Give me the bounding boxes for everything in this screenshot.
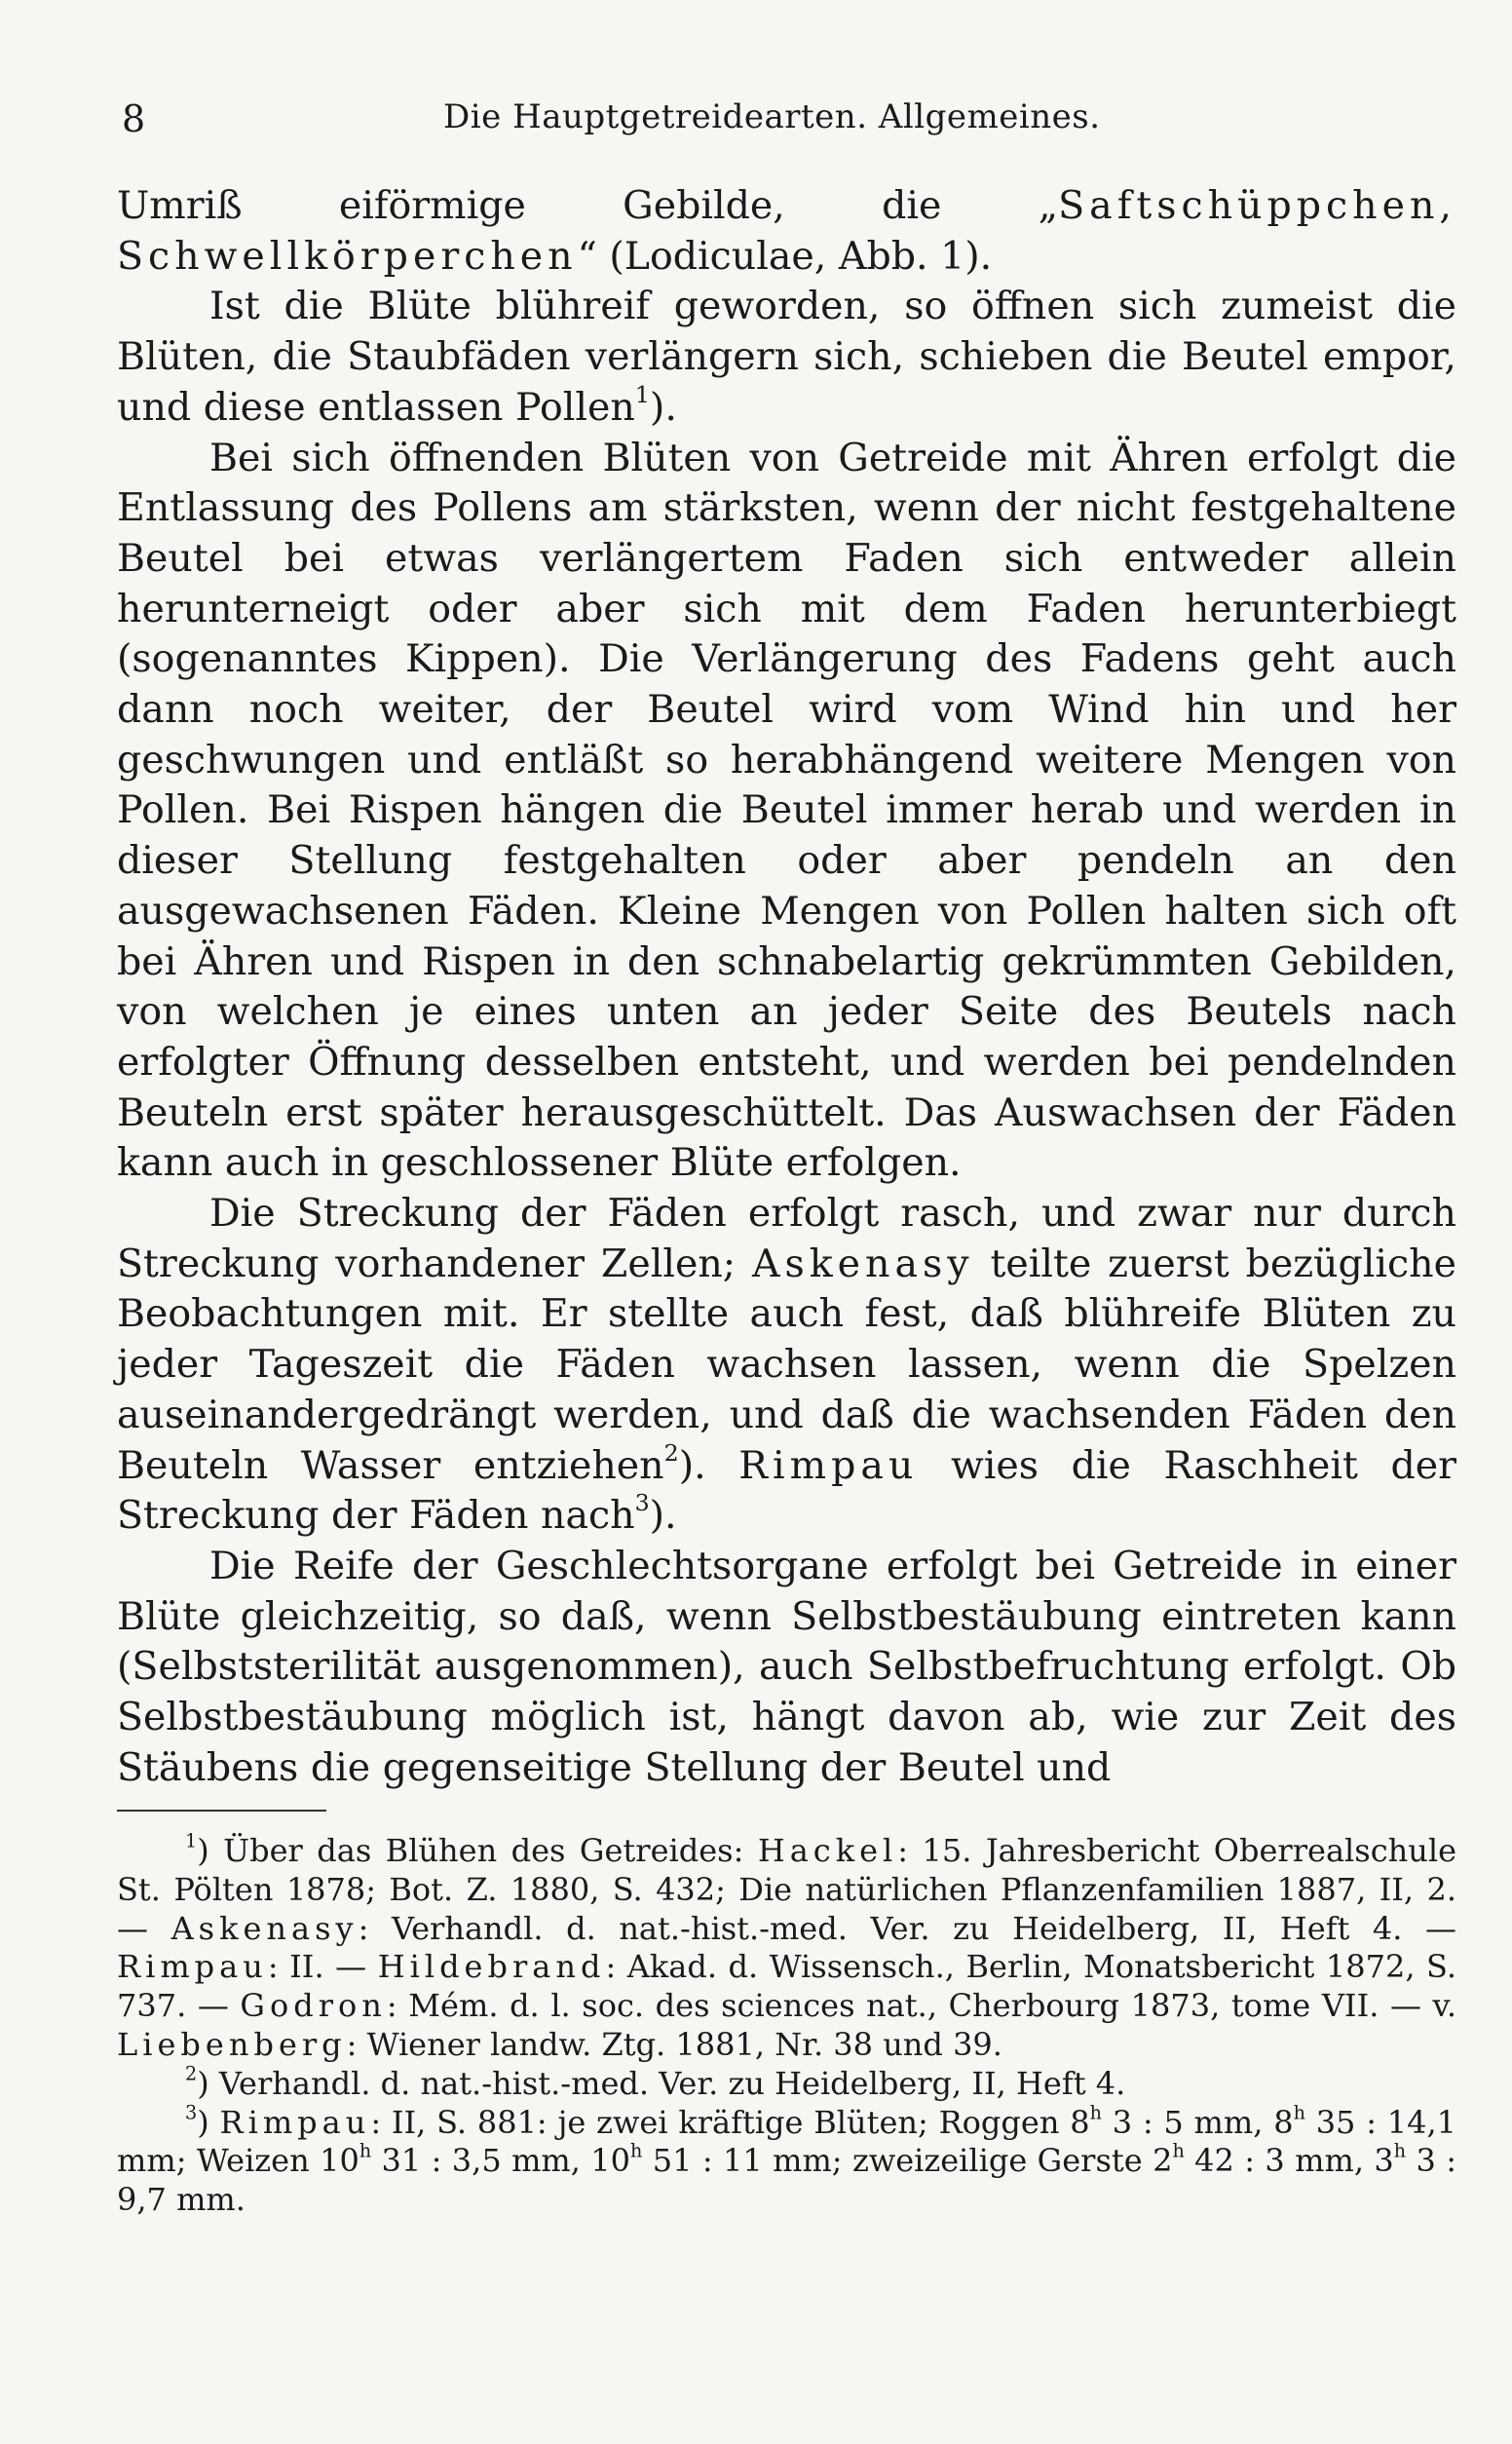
footnotes [117,1829,1457,2220]
author-name: Rimpau [738,1442,919,1488]
footnote-3: $^3$) Rimpau: II, S. 881: je zwei kräftige Blüten; Roggen 8$^h$ 3 : 5 mm, 8$^h$ 35 : 14,1 mm; Weizen 10$^h$ 31 : 3,5 mm, 10$^h$ 51 : 11 mm; zweizeilige Gerste 2$^h$ 42 : 3 mm, 3$^h$ 3 : 9,7 mm. [117,2101,1457,2219]
paragraph-reife: Die Reife der Geschlechtsorgane erfolgt bei Getreide in einer Blüte gleichzeitig, so daß, wenn Selbstbestäubung eintreten kann (Selbststerilität ausgenommen), auch Selbstbefruchtung erfolgt. Ob Selbstbestäubung möglich ist, hängt davon ab, wie zur Zeit des Stäubens die gegenseitige Stellung der Beutel und [117,1543,1456,1790]
page-header [122,90,1456,148]
page-number: 8 [122,97,146,140]
running-title: Die Hauptgetreidearten. Allgemeines. [443,97,1101,136]
author-name: Askenasy [751,1241,974,1286]
footnote-divider [117,1810,326,1812]
paragraph-continuation: Umriß eiförmige Gebilde, die „Saftschüppchen, Schwellkörperchen“ (Lodiculae, Abb. 1). [117,183,1456,279]
footnote-ref: 1 [634,381,650,409]
footnote-2: $^2$) Verhandl. d. nat.-hist.-med. Ver. zu Heidelberg, II, Heft 4. [185,2062,1126,2102]
paragraph-pollen: Bei sich öffnenden Blüten von Getreide mit Ähren erfolgt die Entlassung des Pollens am stärksten, wenn der nicht festgehaltene Beutel bei etwas verlängertem Faden sich entweder allein herunterneigt oder aber sich mit dem Faden herunterbiegt (sogenanntes Kippen). Die Verlängerung des Fadens geht auch dann noch weiter, der Beutel wird vom Wind hin und her geschwungen und entläßt so herabhängend weitere Mengen von Pollen. Bei Rispen hängen die Beutel immer herab und werden in dieser Stellung festgehalten oder aber pendeln an den ausgewachsenen Fäden. Kleine Mengen von Pollen halten sich oft bei Ähren und Rispen in den schnabelartig gekrümmten Gebilden, von welchen je eines unten an jeder Seite des Beutels nach erfolgter Öffnung desselben entsteht, und werden bei pendelnden Beuteln erst später herausgeschüttelt. Das Auswachsen der Fäden kann auch in geschlossener Blüte erfolgen. [117,435,1456,1186]
footnote-ref: 3 [634,1489,650,1517]
spaced-term: Saftschüppchen, Schwellkörperchen [117,183,1456,279]
paragraph-bluete: Ist die Blüte blühreif geworden, so öffnen sich zumeist die Blüten, die Staubfäden verlängern sich, schieben die Beutel empor, und diese entlassen Pollen$^1$). [117,284,1456,430]
paragraph-streckung: Die Streckung der Fäden erfolgt rasch, und zwar nur durch Streckung vorhandener Zellen; Askenasy teilte zuerst bezügliche Beobachtungen mit. Er stellte auch fest, daß blühreife Blüten zu jeder Tageszeit die Fäden wachsen lassen, wenn die Spelzen auseinandergedrängt werden, und daß die wachsenden Fäden den Beuteln Wasser entziehen$^2$). Rimpau wies die Raschheit der Streckung der Fäden nach$^3$). [117,1191,1456,1539]
footnote-ref: 2 [663,1438,679,1467]
footnote-1: $^1$) Über das Blühen des Getreides: Hackel: 15. Jahresbericht Oberrealschule St. Pölten 1878; Bot. Z. 1880, S. 432; Die natürlichen Pflanzenfamilien 1887, II, 2. — Askenasy: Verhandl. d. nat.-hist.-med. Ver. zu Heidelberg, II, Heft 4. — Rimpau: II. — Hildebrand: Akad. d. Wissensch., Berlin, Monatsbericht 1872, S. 737. — Godron: Mém. d. l. soc. des sciences nat., Cherbourg 1873, tome VII. — v. Liebenberg: Wiener landw. Ztg. 1881, Nr. 38 und 39. [117,1829,1457,2063]
main-text [117,181,1456,1794]
